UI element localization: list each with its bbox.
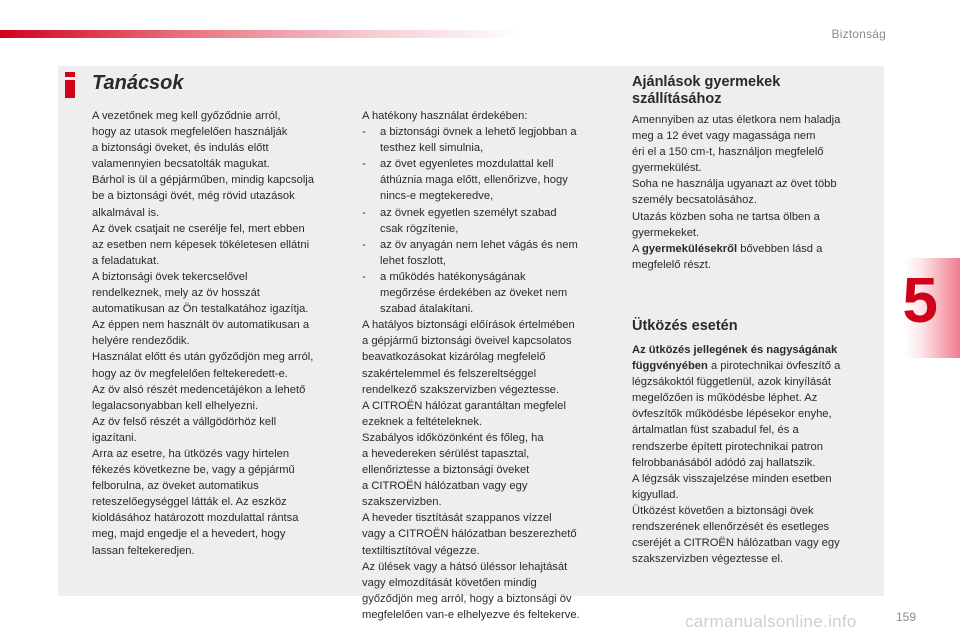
list-line: megőrzése érdekében az öveket nem — [380, 287, 568, 300]
crash-lead-rest: a pirotechnikai övfeszítő a — [707, 360, 841, 373]
paragraph-line: a hevedereken sérülést tapasztal, — [362, 447, 530, 460]
paragraph-line: vagy elmozdítását követően mindig — [362, 576, 537, 589]
list-line: testhez kell simulnia, — [380, 142, 484, 155]
page-number: 159 — [895, 610, 916, 624]
paragraph-line: lassan feltekeredjen. — [92, 544, 195, 557]
watermark: carmanualsonline.info — [685, 612, 857, 631]
list-line: szabad átalakítani. — [380, 303, 474, 316]
list-line: lehet foszlott, — [380, 254, 446, 267]
list-item-text — [380, 237, 608, 269]
paragraph-line: a CITROËN hálózatban vagy egy — [362, 480, 528, 493]
list-item-text — [380, 124, 608, 156]
list-item — [362, 269, 608, 317]
paragraph-line: legalacsonyabban kell elhelyezni. — [92, 399, 259, 412]
paragraph-line: légzsákoktól függetlenül, azok kinyílását — [632, 376, 832, 389]
list-line: a működés hatékonyságának — [380, 270, 526, 283]
paragraph-line: győződjön meg arról, hogy a biztonsági öv — [362, 592, 572, 605]
paragraph-line: rendszerének ellenőrzését és esetleges — [632, 521, 830, 534]
paragraph-line: rendelkező szakszervizben végeztesse. — [362, 383, 560, 396]
paragraph-line: Az öv felső részét a vállgödörhöz kell — [92, 415, 277, 428]
paragraph-line: hogy az öv megfelelően feltekeredett-e. — [92, 367, 288, 380]
paragraph-line: gyermekülést. — [632, 162, 702, 175]
list-line: az övet egyenletes mozdulattal kell — [380, 158, 554, 171]
paragraph-line: meg a 12 évet vagy magassága nem — [632, 130, 816, 143]
list-item — [362, 156, 608, 204]
crash-lead — [632, 358, 872, 374]
paragraph-line: Bárhol is ül a gépjárműben, mindig kapcsolja — [92, 174, 315, 187]
paragraph-line: helyére rendeződik. — [92, 335, 190, 348]
paragraph-line: szakszervizben végeztesse el. — [632, 553, 784, 566]
paragraph-line: automatikusan az Ön testalkatához igazítja. — [92, 303, 309, 316]
list-intro: A hatékony használat érdekében: — [362, 110, 528, 122]
paragraph-line: valamennyien becsatolták magukat. — [92, 158, 270, 171]
paragraph-line: Arra az esetre, ha ütközés vagy hirtelen — [92, 447, 290, 460]
info-icon — [62, 72, 78, 98]
list-item — [362, 205, 608, 237]
list-item-text — [380, 205, 608, 237]
chapter-number: 5 — [902, 264, 938, 336]
list-item — [362, 237, 608, 269]
list-line: az öv anyagán nem lehet vágás és nem — [380, 238, 578, 251]
paragraph-line: szakértelemmel és felszereltséggel — [362, 367, 537, 380]
paragraph-line: vagy a CITROËN hálózatban beszerezhető — [362, 528, 577, 541]
paragraph-line: felrobbanásából adódó zaj hallatszik. — [632, 456, 816, 469]
paragraph-line: cseréjét a CITROËN hálózatban vagy egy — [632, 537, 840, 550]
crash-title: Ütközés esetén — [632, 318, 738, 334]
paragraph-line: Az ülések vagy a hátsó üléssor lehajtását — [362, 560, 568, 573]
list-dash: - — [362, 158, 366, 171]
paragraph-line: igazítani. — [92, 431, 137, 444]
info-icon-dot — [65, 72, 75, 77]
paragraph-line: Szabályos időközönként és főleg, ha — [362, 431, 544, 444]
list-line: a biztonsági övnek a lehető legjobban a — [380, 126, 577, 139]
paragraph-line: a biztonsági öveket, és indulás előtt — [92, 142, 269, 155]
children-section — [632, 112, 872, 273]
list-dash: - — [362, 238, 366, 251]
list-line: az övnek egyetlen személyt szabad — [380, 206, 557, 219]
list-item — [362, 124, 608, 156]
top-accent-stripe — [0, 30, 520, 38]
tips-column-1 — [92, 108, 350, 559]
paragraph-line: megfelelő részt. — [632, 258, 711, 271]
paragraph-line: rendelkeznek, mely az öv hosszát — [92, 287, 260, 300]
paragraph-line: ellenőriztesse a biztonsági öveket — [362, 464, 530, 477]
child-seat-reference — [632, 241, 872, 257]
paragraph-line: Használat előtt és után győződjön meg arról, — [92, 351, 314, 364]
paragraph-line: Amennyiben az utas életkora nem haladja — [632, 114, 841, 126]
tips-title: Tanácsok — [92, 72, 184, 94]
paragraph-line: A vezetőnek meg kell győződnie arról, — [92, 110, 281, 122]
crash-lead-bold — [632, 342, 872, 358]
list-dash: - — [362, 206, 366, 219]
ref-suffix: bővebben lásd a — [737, 242, 823, 255]
paragraph-line: Soha ne használja ugyanazt az övet több — [632, 178, 837, 191]
paragraph-line: A CITROËN hálózat garantáltan megfelel — [362, 399, 566, 412]
list-item-text — [380, 269, 608, 317]
paragraph-line: ezeknek a feltételeknek. — [362, 415, 483, 428]
paragraph-line: be a biztonsági övét, még rövid utazások — [92, 190, 295, 203]
paragraph-line: övfeszítők működésbe lépésekor enyhe, — [632, 408, 832, 421]
section-title: Biztonság — [831, 27, 886, 41]
list-line: áthúznia maga előtt, ellenőrizve, hogy — [380, 174, 568, 187]
paragraph-line: fékezés következne be, vagy a gépjármű — [92, 464, 295, 477]
paragraph-line: rendszerbe épített pirotechnikai patron — [632, 440, 823, 453]
paragraph-line: A heveder tisztítását szappanos vízzel — [362, 512, 552, 525]
crash-bold-1: Az ütközés jellegének és nagyságának — [632, 344, 838, 356]
ref-bold: gyermekülésekről — [641, 242, 738, 255]
paragraph-line: éri el a 150 cm-t, használjon megfelelő — [632, 146, 824, 159]
paragraph-line: kioldásához határozott mozdulattal rántsa — [92, 512, 299, 525]
paragraph-line: Az öv alsó részét medencetájékon a lehető — [92, 383, 306, 396]
list-line: csak rögzítenie, — [380, 222, 459, 235]
list-line: nincs-e megtekeredve, — [380, 190, 494, 203]
ref-prefix: A — [632, 242, 642, 255]
paragraph-line: meg, majd engedje el a hevedert, hogy — [92, 528, 286, 541]
crash-section — [632, 342, 872, 567]
paragraph-line: a feladatukat. — [92, 254, 160, 267]
crash-bold-2: függvényében — [632, 360, 708, 373]
paragraph-line: textiltisztítóval végezze. — [362, 544, 480, 557]
paragraph-line: Utazás közben soha ne tartsa ölben a — [632, 210, 820, 223]
paragraph-line: Ütközést követően a biztonsági övek — [632, 504, 814, 517]
paragraph-line: személy becsatolásához. — [632, 194, 757, 207]
paragraph-line: gyermekeket. — [632, 226, 700, 239]
list-item-text — [380, 156, 608, 204]
paragraph-line: A légzsák visszajelzése minden esetben — [632, 472, 832, 485]
paragraph-line: megelőzően is működésbe léphet. Az — [632, 392, 818, 405]
tips-column-2 — [362, 108, 608, 623]
paragraph-line: szakszervizben. — [362, 496, 442, 509]
paragraph-line: hogy az utasok megfelelően használják — [92, 126, 288, 139]
paragraph-line: kigyullad. — [632, 488, 679, 501]
paragraph-line: beavatkozásokat kizárólag megfelelő — [362, 351, 546, 364]
paragraph-line: felborulna, az öveket automatikus — [92, 480, 259, 493]
paragraph-line: a gépjármű biztonsági öveivel kapcsolatos — [362, 335, 572, 348]
paragraph-line: A hatályos biztonsági előírások értelmében — [362, 319, 575, 332]
paragraph-line: Az övek csatjait ne cserélje fel, mert ebben — [92, 222, 305, 235]
paragraph-line: alkalmával is. — [92, 206, 160, 219]
list-dash: - — [362, 270, 366, 283]
paragraph-line: az esetben nem képesek tökéletesen ellátni — [92, 238, 310, 251]
children-title: Ajánlások gyermekek szállításához — [632, 74, 781, 107]
paragraph-line: megfelelően van-e elhelyezve és feltekerve. — [362, 608, 580, 621]
info-icon-bar — [65, 80, 75, 98]
paragraph-line: Az éppen nem használt öv automatikusan a — [92, 319, 310, 332]
list-dash: - — [362, 126, 366, 139]
paragraph-line: ártalmatlan füst szabadul fel, és a — [632, 424, 799, 437]
paragraph-line: reteszelőegységgel látták el. Az eszköz — [92, 496, 287, 509]
paragraph-line: A biztonsági övek tekercselővel — [92, 270, 248, 283]
